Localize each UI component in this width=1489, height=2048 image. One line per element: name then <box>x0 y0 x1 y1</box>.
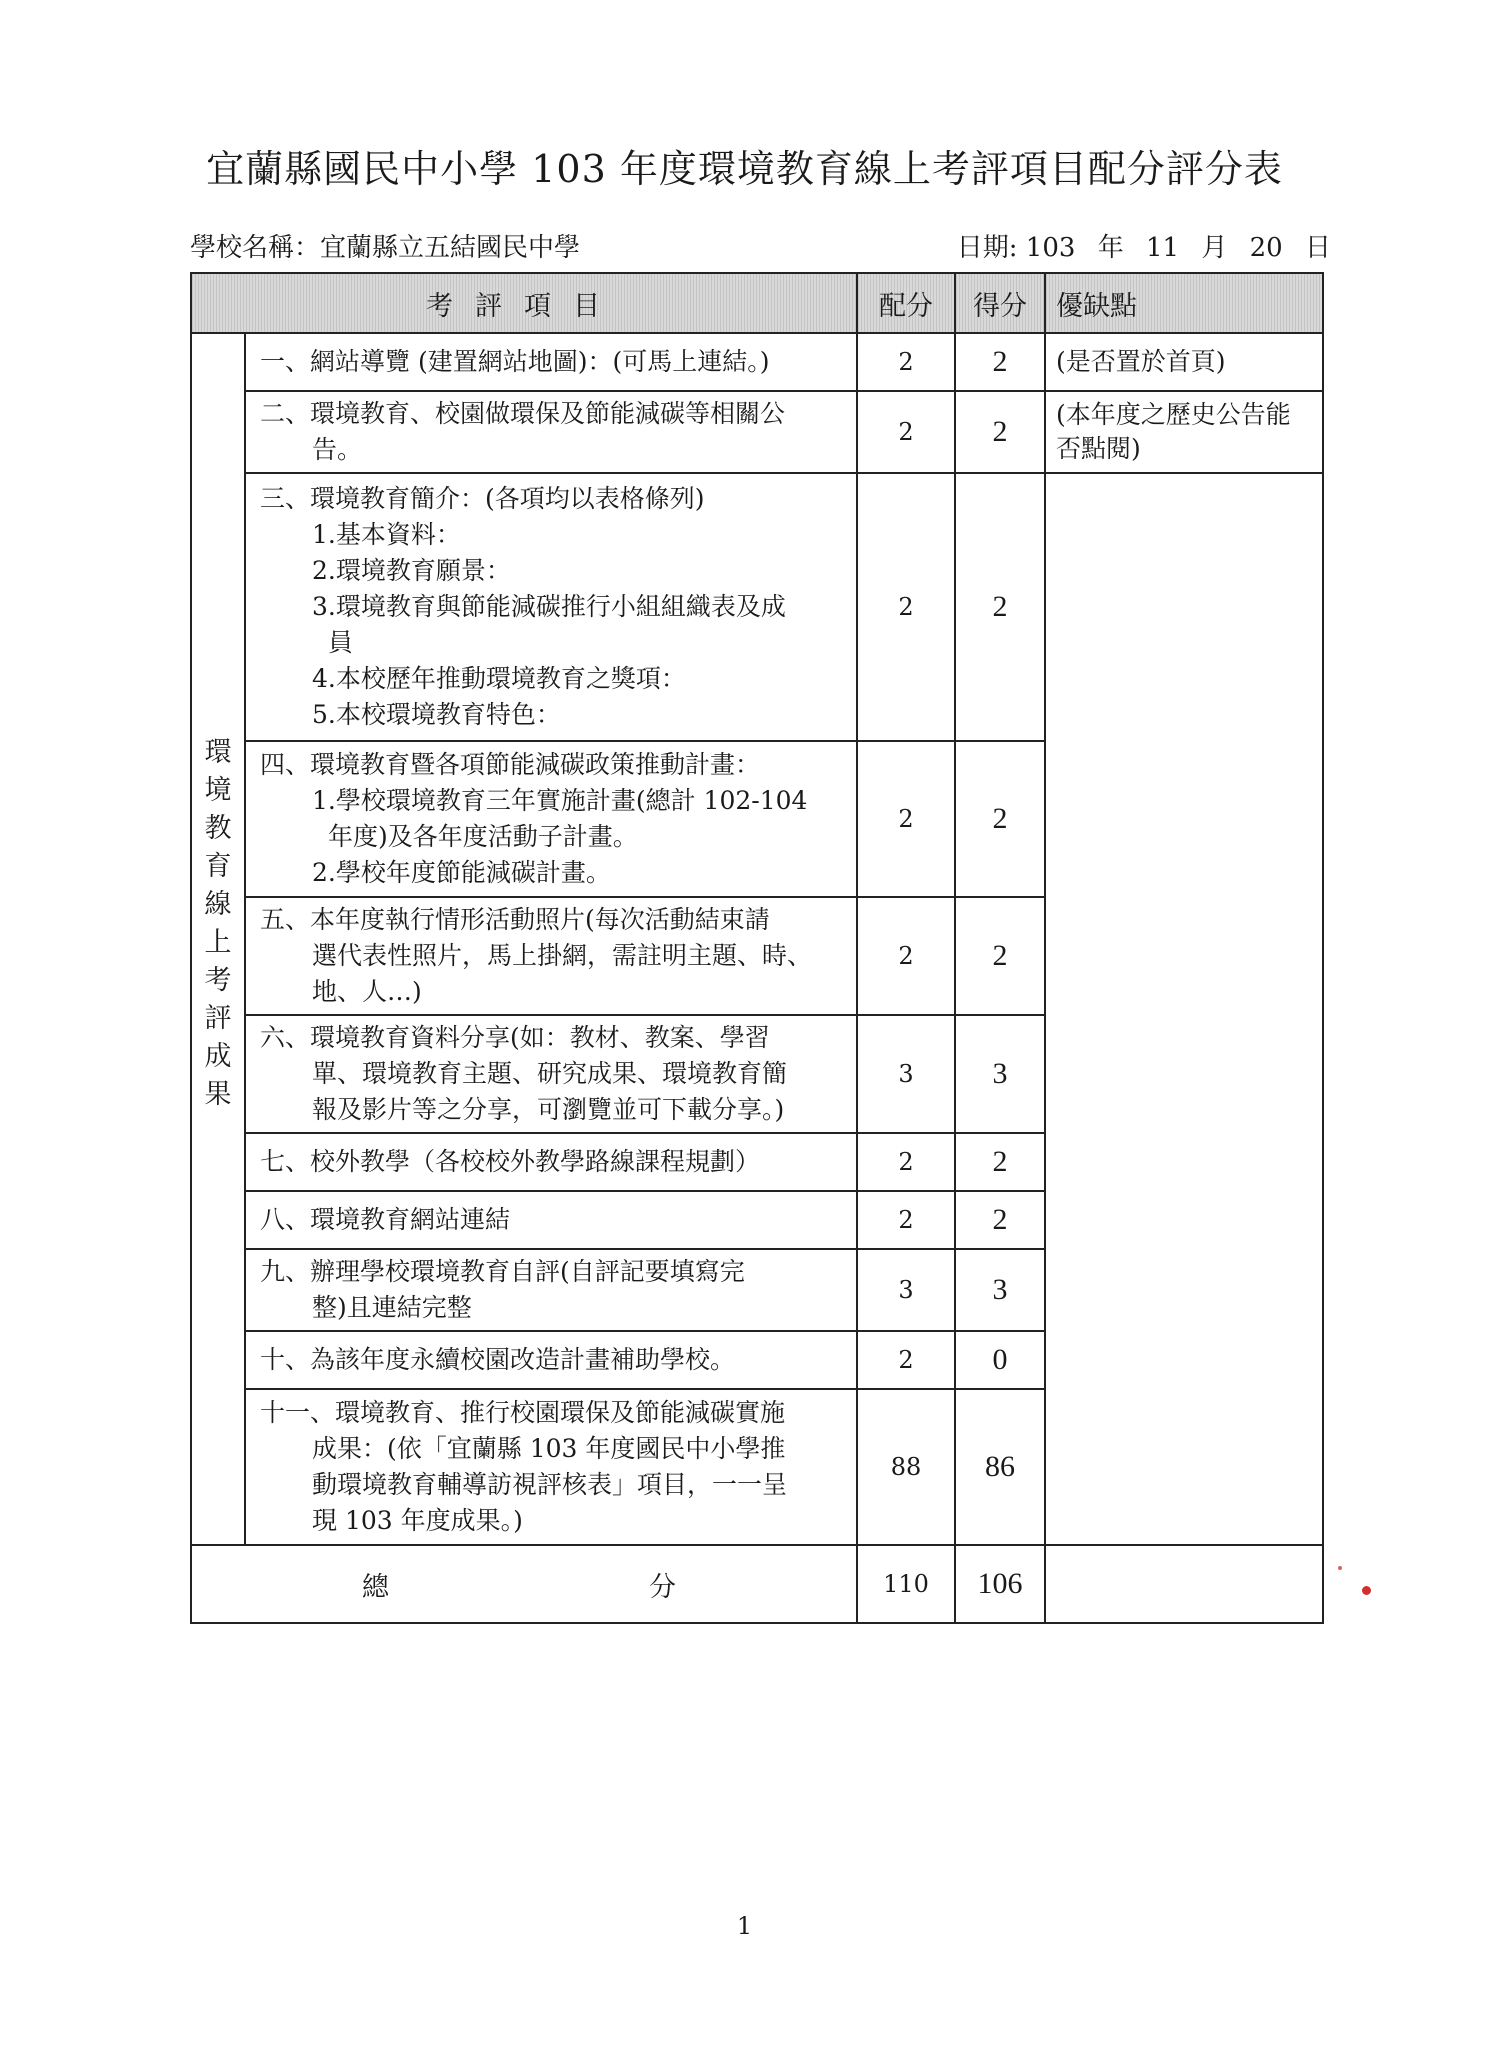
item-4: 四、環境教育暨各項節能減碳政策推動計畫： 1.學校環境教育三年實施計畫(總計 102-104 年度)及各年度活動子計畫。 2.學校年度節能減碳計畫。 <box>245 741 857 897</box>
total-score: 106 <box>955 1545 1045 1623</box>
date-day-unit: 日 <box>1304 233 1331 263</box>
item-1: 一、網站導覽 (建置網站地圖)：(可馬上連結。) <box>245 333 857 391</box>
item-8: 八、環境教育網站連結 <box>245 1191 857 1249</box>
school-name: 學校名稱：宜蘭縣立五結國民中學 <box>190 233 581 263</box>
red-ink-speck-small <box>1338 1566 1342 1570</box>
item-11: 十一、環境教育、推行校園環保及節能減碳實施 成果：(依「宜蘭縣 103 年度國民中小學推 動環境教育輔導訪視評核表」項目，一一呈 現 103 年度成果。) <box>245 1389 857 1545</box>
date-month-unit: 月 <box>1201 233 1228 263</box>
date-month: 11 <box>1145 233 1180 263</box>
item-10: 十、為該年度永續校園改造計畫補助學校。 <box>245 1331 857 1389</box>
note-1: (是否置於首頁) <box>1045 333 1323 391</box>
max-9: 3 <box>857 1249 955 1331</box>
item-9: 九、辦理學校環境教育自評(自評記要填寫完 整)且連結完整 <box>245 1249 857 1331</box>
score-4: 2 <box>955 741 1045 897</box>
total-row <box>191 1545 1323 1623</box>
max-3: 2 <box>857 473 955 741</box>
note-empty <box>1045 473 1323 1545</box>
date-year-unit: 年 <box>1097 233 1124 263</box>
red-ink-speck <box>1362 1586 1371 1595</box>
item-5: 五、本年度執行情形活動照片(每次活動結束請 選代表性照片，馬上掛網，需註明主題、時、 地、人…) <box>245 897 857 1015</box>
total-label: 總 分 <box>191 1545 857 1623</box>
max-2: 2 <box>857 391 955 473</box>
score-11: 86 <box>955 1389 1045 1545</box>
note-2: (本年度之歷史公告能否點閱) <box>1045 391 1323 473</box>
date-year: 103 <box>1025 233 1076 263</box>
max-8: 2 <box>857 1191 955 1249</box>
score-6: 3 <box>955 1015 1045 1133</box>
max-4: 2 <box>857 741 955 897</box>
score-10: 0 <box>955 1331 1045 1389</box>
category-cell: 環 境 教 育 線 上 考 評 成 果 <box>191 333 245 1545</box>
score-5: 2 <box>955 897 1045 1015</box>
table-row <box>191 333 1323 391</box>
score-7: 2 <box>955 1133 1045 1191</box>
max-10: 2 <box>857 1331 955 1389</box>
score-3: 2 <box>955 473 1045 741</box>
item-2: 二、環境教育、校園做環保及節能減碳等相關公 告。 <box>245 391 857 473</box>
max-6: 3 <box>857 1015 955 1133</box>
item-7: 七、校外教學（各校校外教學路線課程規劃） <box>245 1133 857 1191</box>
table-header-row <box>191 273 1323 333</box>
header-max: 配分 <box>857 273 955 333</box>
total-note <box>1045 1545 1323 1623</box>
date-line <box>957 227 1331 264</box>
max-11: 88 <box>857 1389 955 1545</box>
score-9: 3 <box>955 1249 1045 1331</box>
table-row <box>191 473 1323 741</box>
max-1: 2 <box>857 333 955 391</box>
evaluation-table <box>190 272 1324 1624</box>
max-5: 2 <box>857 897 955 1015</box>
score-2: 2 <box>955 391 1045 473</box>
table-row <box>191 391 1323 473</box>
score-1: 2 <box>955 333 1045 391</box>
header-item: 考評項目 <box>191 273 857 333</box>
date-day: 20 <box>1249 233 1283 263</box>
document-title: 宜蘭縣國民中小學 103 年度環境教育線上考評項目配分評分表 <box>206 147 1283 191</box>
page-number: 1 <box>736 1912 753 1940</box>
score-8: 2 <box>955 1191 1045 1249</box>
date-label: 日期: <box>956 233 1018 263</box>
header-note: 優缺點 <box>1045 273 1323 333</box>
max-7: 2 <box>857 1133 955 1191</box>
item-6: 六、環境教育資料分享(如：教材、教案、學習 單、環境教育主題、研究成果、環境教育簡 報及影片等之分享，可瀏覽並可下載分享。) <box>245 1015 857 1133</box>
header-score: 得分 <box>955 273 1045 333</box>
item-3: 三、環境教育簡介：(各項均以表格條列) 1.基本資料： 2.環境教育願景： 3.環境教育與節能減碳推行小組組織表及成 員 4.本校歷年推動環境教育之獎項： 5.本校環境教育特色： <box>245 473 857 741</box>
total-max: 110 <box>857 1545 955 1623</box>
